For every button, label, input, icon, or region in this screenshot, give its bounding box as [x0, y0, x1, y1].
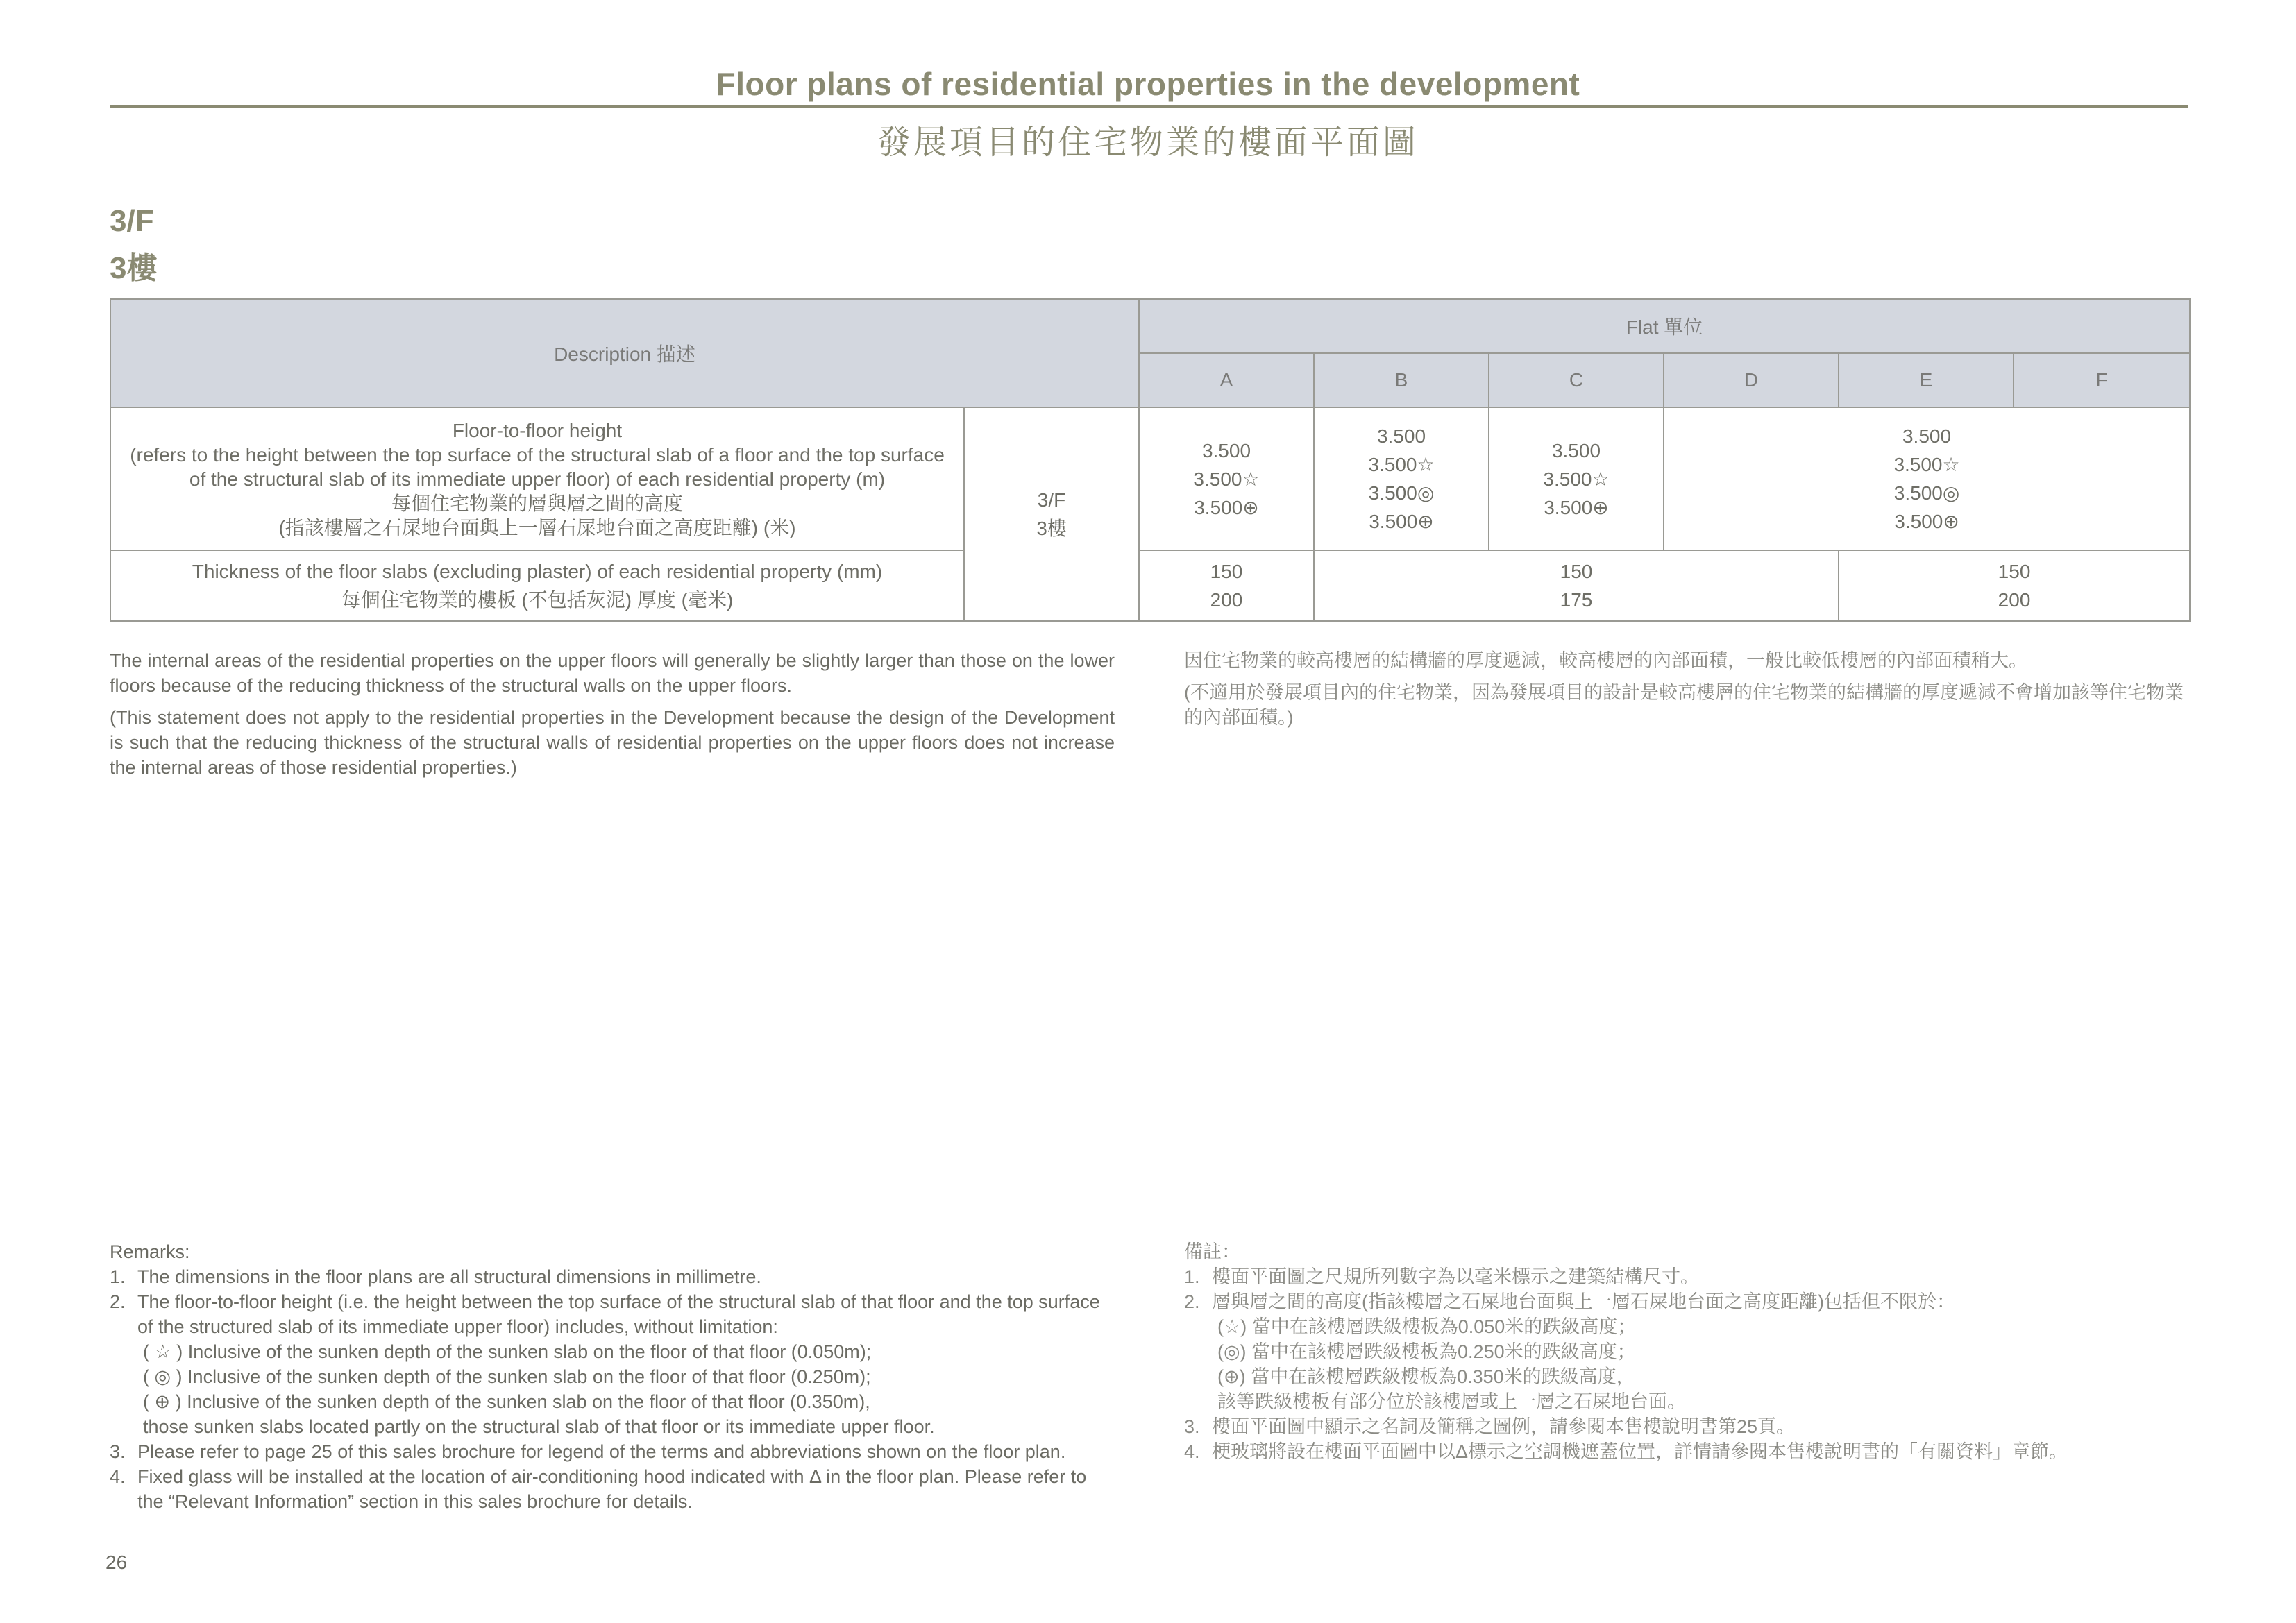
floor-label-chinese: 3樓	[110, 251, 158, 285]
height-flat-b: 3.500 3.500☆ 3.500◎ 3.500⊕	[1314, 407, 1489, 550]
remarks-heading: Remarks:	[110, 1241, 190, 1262]
remark-sub-item-zh: (☆) 當中在該樓層跌級樓板為0.050米的跌級高度；	[1217, 1316, 1637, 1337]
slab-flat-e-f: 150 200	[1839, 550, 2190, 621]
remarks-chinese	[1184, 1239, 2191, 1464]
height-flat-d-e-f: 3.500 3.500☆ 3.500◎ 3.500⊕	[1664, 407, 2190, 550]
page-title: Floor plans of residential properties in the development	[716, 66, 1580, 102]
remark-sub-item-zh: (⊕) 當中在該樓層跌級樓板為0.350米的跌級高度，	[1217, 1366, 1635, 1387]
height-flat-c: 3.500 3.500☆ 3.500⊕	[1489, 407, 1664, 550]
slab-thickness-description: Thickness of the floor slabs (excluding plaster) of each residential property (mm) 每個住宅物業的樓板 (不包括灰泥) 厚度 (毫米)	[110, 550, 964, 621]
flat-header-c: C	[1489, 353, 1664, 407]
flat-header-a: A	[1139, 353, 1314, 407]
description-header: Description 描述	[110, 299, 1139, 407]
title-divider	[110, 105, 2188, 108]
page-number: 26	[105, 1552, 128, 1573]
remark-item-zh: 3. 樓面平面圖中顯示之名詞及簡稱之圖例，請參閱本售樓說明書第25頁。	[1184, 1416, 1796, 1437]
remark-item-zh: 4. 梗玻璃將設在樓面平面圖中以Δ標示之空調機遮蓋位置，詳情請參閱本售樓說明書的「有關資料」章節。	[1184, 1441, 2068, 1462]
remark-item: 1. The dimensions in the floor plans are all structural dimensions in millimetre.	[110, 1266, 761, 1287]
remark-sub-item-zh: 該等跌級樓板有部分位於該樓層或上一層之石屎地台面。	[1217, 1391, 1686, 1412]
remark-item: 3. Please refer to page 25 of this sales brochure for legend of the terms and abbreviations shown on the floor plan.	[110, 1441, 1066, 1462]
internal-area-note-en: The internal areas of the residential properties on the upper floors will generally be slightly larger than those on the lower floors because of the reducing thickness of the structural walls on the upper floors. (This statement does not apply to the residential properties in the Development because the design of the Development is such that the reducing thickness of the structural walls of residential properties on the upper floors does not increase the internal areas of those residential properties.)	[110, 650, 1115, 778]
height-flat-a: 3.500 3.500☆ 3.500⊕	[1139, 407, 1314, 550]
internal-area-note-zh: 因住宅物業的較高樓層的結構牆的厚度遞減，較高樓層的內部面積，一般比較低樓層的內部面積稍大。 (不適用於發展項目內的住宅物業，因為發展項目的設計是較高樓層的住宅物業的結構牆的厚度遞減不會增加該等住宅物業的內部面積。)	[1184, 650, 2184, 728]
remark-item-zh: 2. 層與層之間的高度(指該樓層之石屎地台面與上一層石屎地台面之高度距離)包括但不限於：	[1184, 1291, 1955, 1312]
remarks-heading-zh: 備註：	[1184, 1241, 1240, 1262]
floor-height-description: Floor-to-floor height (refers to the height between the top surface of the structural slab of a floor and the top surface of the structural slab of its immediate upper floor) of each residential property (m) 每個住宅物業的層與層之間的高度 (指該樓層之石屎地台面與上一層石屎地台面之高度距離) (米)	[110, 407, 964, 550]
flat-header-d: D	[1664, 353, 1839, 407]
remark-item-zh: 1. 樓面平面圖之尺規所列數字為以毫米標示之建築結構尺寸。	[1184, 1266, 1699, 1287]
floor-label: 3/F	[110, 204, 154, 238]
remarks-english	[110, 1239, 1116, 1514]
remark-sub-item-zh: (◎) 當中在該樓層跌級樓板為0.250米的跌級高度；	[1217, 1341, 1636, 1362]
remark-item: 4. Fixed glass will be installed at the location of air-conditioning hood indicated with Δ in the floor plan. Please refer to the “Relevant Information” section in this sales brochure for details.	[110, 1466, 1087, 1512]
remark-item: 2. The floor-to-floor height (i.e. the height between the top surface of the structural slab of that floor and the top surface of the structured slab of its immediate upper floor) includes, without limitation:	[110, 1291, 1100, 1337]
floor-spec-table	[110, 298, 2191, 622]
page-title-chinese: 發展項目的住宅物業的樓面平面圖	[877, 124, 1419, 161]
flat-header-e: E	[1839, 353, 2014, 407]
remark-sub-item: those sunken slabs located partly on the structural slab of that floor or its immediate upper floor.	[143, 1416, 935, 1437]
slab-flat-a: 150 200	[1139, 550, 1314, 621]
flat-header-f: F	[2014, 353, 2190, 407]
remark-sub-item: ( ⊕ ) Inclusive of the sunken depth of the sunken slab on the floor of that floor (0.350m),	[143, 1391, 870, 1412]
flat-header: Flat 單位	[1139, 299, 2190, 353]
slab-flat-b-c-d: 150 175	[1314, 550, 1839, 621]
floor-cell: 3/F 3樓	[964, 407, 1139, 621]
flat-header-b: B	[1314, 353, 1489, 407]
remark-sub-item: ( ◎ ) Inclusive of the sunken depth of the sunken slab on the floor of that floor (0.250m);	[143, 1366, 871, 1387]
remark-sub-item: ( ☆ ) Inclusive of the sunken depth of the sunken slab on the floor of that floor (0.050m);	[143, 1341, 872, 1362]
